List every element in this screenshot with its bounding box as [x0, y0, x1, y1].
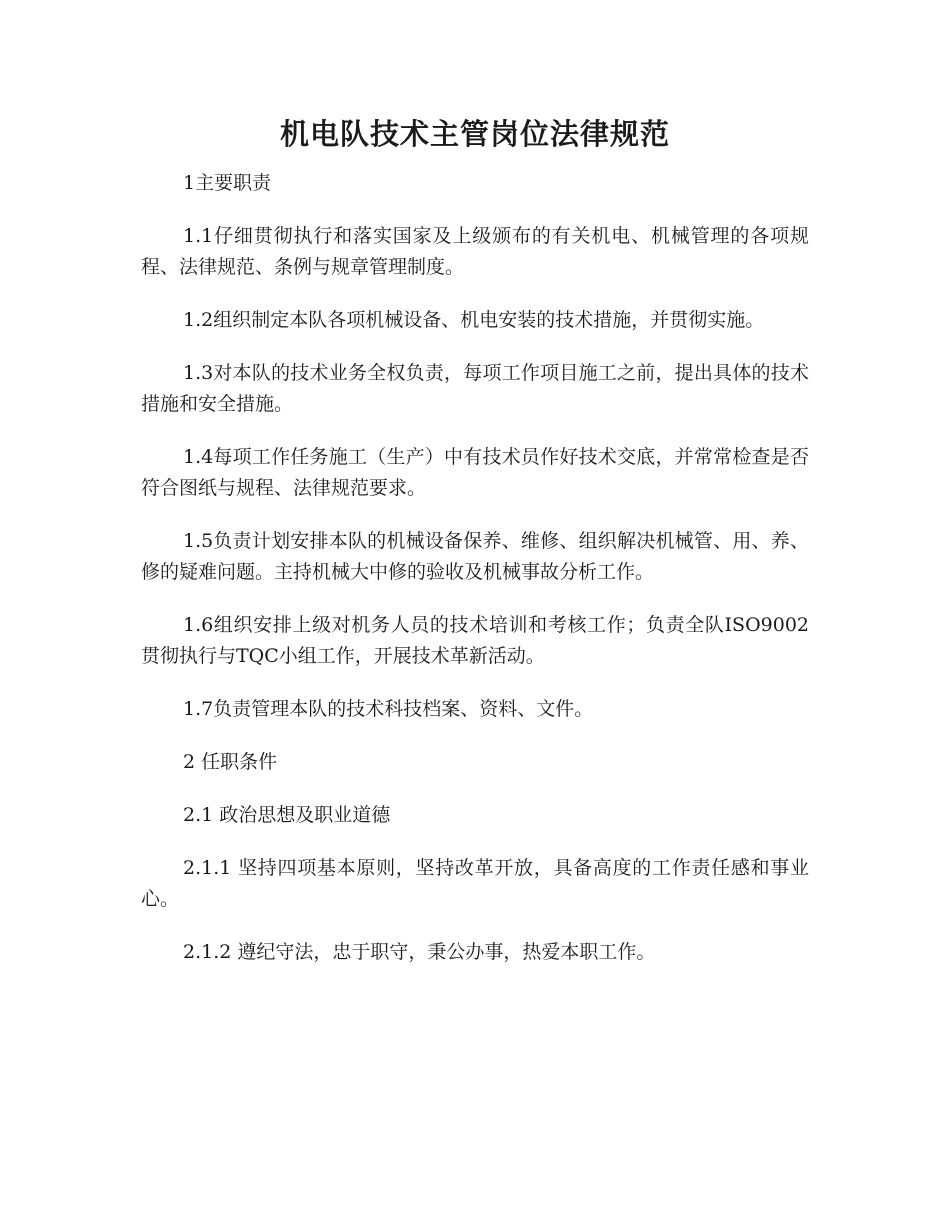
paragraph: 2.1.2 遵纪守法，忠于职守，秉公办事，热爱本职工作。 — [183, 941, 656, 963]
paragraph: 2.1 政治思想及职业道德 — [183, 804, 391, 826]
paragraph: 1.7负责管理本队的技术科技档案、资料、文件。 — [183, 698, 594, 720]
paragraph: 1.1仔细贯彻执行和落实国家及上级颁布的有关机电、机械管理的各项规程、法律规范、条例与规章管理制度。 — [141, 225, 809, 278]
paragraph: 1.6组织安排上级对机务人员的技术培训和考核工作；负责全队ISO9002贯彻执行与TQC小组工作，开展技术革新活动。 — [141, 614, 809, 667]
paragraph: 1.2组织制定本队各项机械设备、机电安装的技术措施，并贯彻实施。 — [183, 309, 765, 331]
paragraph: 1.4每项工作任务施工（生产）中有技术员作好技术交底，并常常检查是否符合图纸与规程、法律规范要求。 — [141, 446, 809, 499]
paragraph: 2 任职条件 — [183, 751, 278, 773]
paragraph: 1.3对本队的技术业务全权负责，每项工作项目施工之前，提出具体的技术措施和安全措施。 — [141, 362, 809, 415]
paragraph: 1主要职责 — [183, 172, 272, 194]
document-body — [141, 168, 809, 990]
document-title: 机电队技术主管岗位法律规范 — [279, 117, 670, 151]
paragraph: 2.1.1 坚持四项基本原则，坚持改革开放，具备高度的工作责任感和事业心。 — [141, 857, 809, 910]
paragraph: 1.5负责计划安排本队的机械设备保养、维修、组织解决机械管、用、养、修的疑难问题。主持机械大中修的验收及机械事故分析工作。 — [141, 530, 809, 583]
